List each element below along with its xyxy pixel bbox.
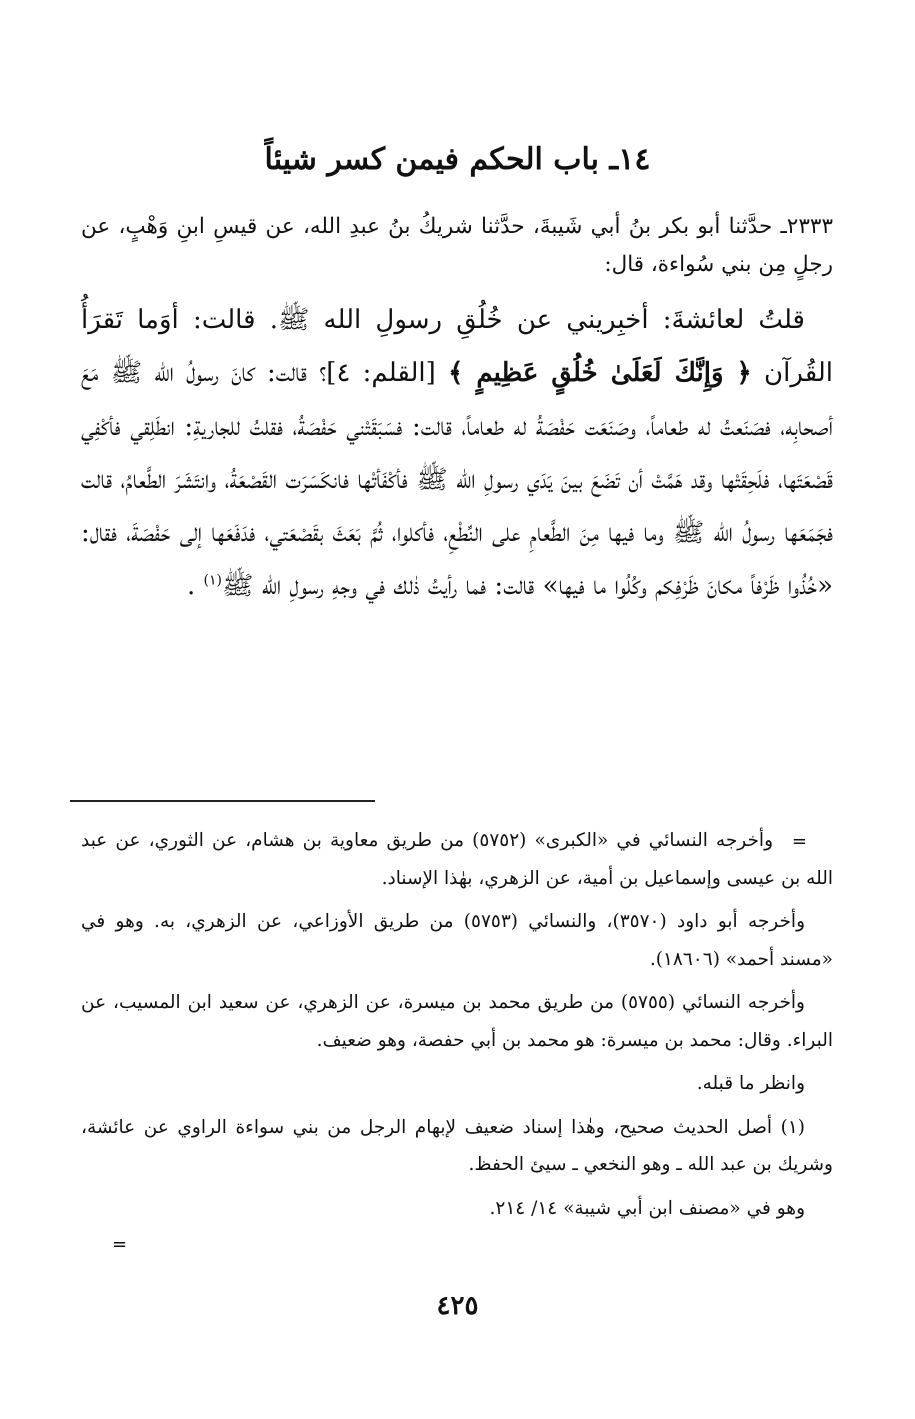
book-page (70, 0, 845, 1419)
chapter-title: ١٤ـ باب الحكم فيمن كسر شيئاً (264, 142, 651, 177)
footnote-paragraph: وأخرجه أبو داود (٣٥٧٠)، والنسائي (٥٧٥٣) من طريق الأوزاعي، عن الزهري، به. وهو في «مسند أحمد» (١٨٦٠٦). (81, 911, 833, 970)
hadith-isnad: ٢٣٣٣ـ حدَّثنا أبو بكر بنُ أبي شَيبةَ، حدَّثنا شريكُ بنُ عبدِ الله، عن قيسِ ابنِ وَهْبٍ، عن رجلٍ مِن بني سُواءة، قال: (81, 214, 833, 277)
footnote-paragraph: وانظر ما قبله. (696, 1073, 805, 1094)
continuation-mark-bottom: = (112, 1234, 128, 1255)
matn-end: . (187, 571, 196, 602)
matn-part-2: [القلم: ٤]؟ قالت: كانَ رسولُ الله ﷺ مَعَ أصحابِه، فصَنَعتُ له طعاماً، وصَنَعَت حَفْصَةُ له طعاماً، قالت: فسَبَقَتْني حَفْصَةُ، فقلتُ للجاريةِ: انطَلِقي فأكْفِي قَصْعَتَها، فلَحِقَتْها وقد هَمَّتْ أن تَضَعَ بينَ يَدَي رسولِ الله ﷺ فأكْفَأتْها فانكَسَرَت القَصْعَةُ، وانتَشَرَ الطَّعامُ، قالت فجَمَعَها رسولُ الله ﷺ وما فيها مِنَ الطَّعامِ على النِّطْعِ، فأكلوا، ثُمَّ بَعَثَ بقَصْعَتي، فدَفَعَها إلى حَفْصَةَ، فقال: «خُذُوا ظَرْفاً مكانَ ظَرْفِكم وكُلُوا ما فيها» قالت: فما رأيتُ ذٰلك في وجهِ رسولِ الله ﷺ (81, 358, 833, 602)
matn-part-1: قلتُ لعائشةَ: أخبِريني عن خُلُقِ رسولِ الله ﷺ. قالت: أوَما تَقرَأُ القُرآن (81, 305, 834, 389)
continuation-mark-top: = (791, 831, 807, 852)
footnote-divider (70, 800, 375, 802)
quran-verse: ﴿ وَإِنَّكَ لَعَلَىٰ خُلُقٍ عَظِيمٍ ﴾ (448, 358, 752, 389)
page-number: ٤٢٥ (436, 1291, 479, 1321)
footnotes (81, 822, 833, 1233)
footnote-paragraph: وأخرجه النسائي (٥٧٥٥) من طريق محمد بن ميسرة، عن الزهري، عن سعيد ابن المسيب، عن البراء. وقال: محمد بن ميسرة: هو محمد بن أبي حفصة، وهو ضعيف. (81, 992, 833, 1051)
hadith-text (81, 208, 833, 614)
footnote-reference: (١) (203, 572, 223, 589)
footnote-paragraph: وهو في «مصنف ابن أبي شيبة» ١٤/ ٢١٤. (489, 1197, 805, 1219)
footnote-paragraph: وأخرجه النسائي في «الكبرى» (٥٧٥٢) من طريق معاوية بن هشام، عن الثوري، عن عبد الله بن عيسى وإسماعيل بن أمية، عن الزهري، بهٰذا الإسناد. (81, 830, 833, 889)
footnote-paragraph: (١) أصل الحديث صحيح، وهٰذا إسناد ضعيف لإبهام الرجل من بني سواءة الراوي عن عائشة، وشريك بن عبد الله ـ وهو النخعي ـ سيئ الحفظ. (81, 1116, 833, 1175)
hadith-matn (81, 294, 833, 614)
